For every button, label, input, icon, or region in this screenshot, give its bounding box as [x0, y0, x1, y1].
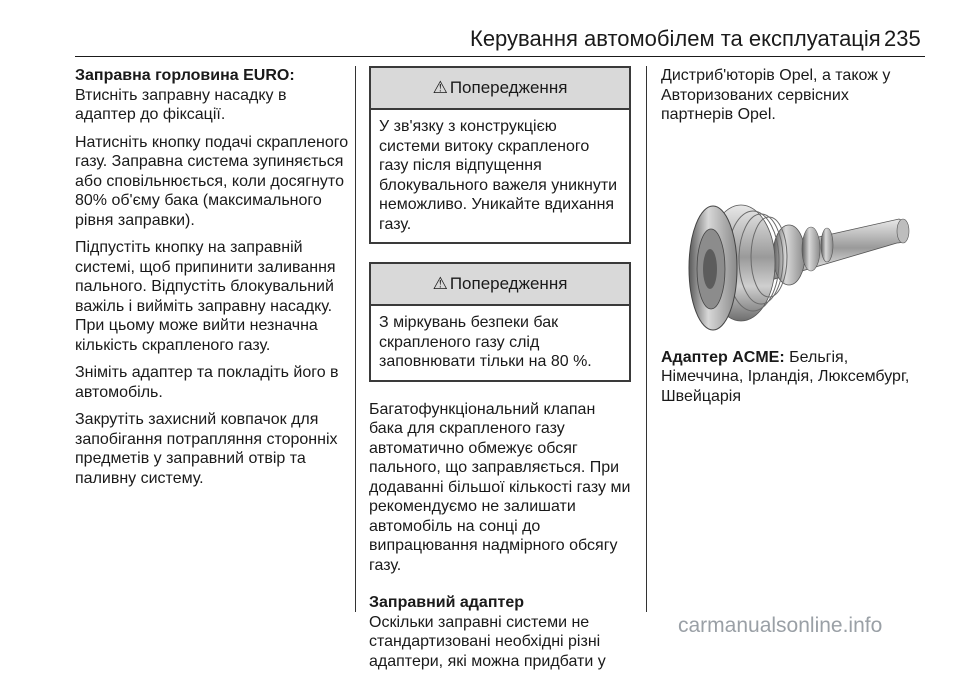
right-column [661, 66, 925, 406]
warning-title: Попередження [449, 274, 568, 294]
paragraph: Підпустіть кнопку на заправній системі, щоб припинити заливання пального. Відпустіть блокувальний важіль і вийміть заправну насадку. При цьому може вийти незначна кількість скрапленого газу. [75, 239, 336, 354]
warning-text: У зв'язку з конструкцією системи витоку скрапленого газу після відпущення блокувального важеля уникнути неможливо. Уникайте вдихання газу. [379, 118, 618, 233]
photo-caption [661, 348, 925, 407]
warning-box [369, 262, 631, 382]
euro-nozzle-heading: Заправна горловина EURO: [75, 67, 295, 84]
column-divider-right [646, 66, 647, 612]
caption-title: Адаптер ACME: [661, 348, 785, 366]
caption-countries: Бельгія, Німеччина, Ірландія, Люксембург, Швейцарія [661, 348, 910, 405]
watermark-text: carmanualsonline.info [678, 614, 883, 637]
warning-header [371, 264, 629, 306]
warning-triangle-icon: ⚠ [432, 78, 448, 98]
page-header-title: Керування автомобілем та експлуатація [470, 26, 881, 51]
column-divider-left [355, 66, 356, 612]
warning-triangle-icon: ⚠ [432, 274, 448, 294]
header-divider [75, 56, 925, 57]
warning-box [369, 66, 631, 244]
paragraph: Оскільки заправні системи не стандартизовані необхідні різні адаптери, які можна придбати у [369, 613, 606, 670]
page-number: 235 [884, 26, 921, 51]
adapter-subheading: Заправний адаптер [369, 594, 524, 611]
acme-adapter-illustration [661, 133, 925, 348]
warning-header [371, 68, 629, 110]
paragraph: Натисніть кнопку подачі скрапленого газу. Заправна система зупиняється або сповільнюється, коли досягнуто 80% об'єму бака (максимального рівня заправки). [75, 133, 349, 229]
paragraph: Втисніть заправну насадку в адаптер до фіксації. [75, 86, 287, 123]
acme-adapter-photo [661, 133, 925, 348]
paragraph: Закрутіть захисний ковпачок для запобігання потрапляння сторонніх предметів у заправний отвір та паливну систему. [75, 411, 338, 487]
paragraph: Дистриб'юторів Opel, а також у Авторизованих сервісних партнерів Opel. [661, 67, 891, 123]
left-column [75, 66, 350, 496]
paragraph: Зніміть адаптер та покладіть його в автомобіль. [75, 364, 339, 401]
warning-title: Попередження [449, 78, 568, 98]
paragraph: Багатофункціональний клапан бака для скрапленого газу автоматично обмежує обсяг пального, що заправляється. При додаванні більшої кількості газу ми рекомендуємо не залишати автомобіль на сонці до випрацювання надмірного обсягу газу. [369, 400, 631, 574]
middle-column [369, 66, 631, 679]
warning-text: З міркувань безпеки бак скрапленого газу слід заповнювати тільки на 80 %. [379, 314, 592, 370]
